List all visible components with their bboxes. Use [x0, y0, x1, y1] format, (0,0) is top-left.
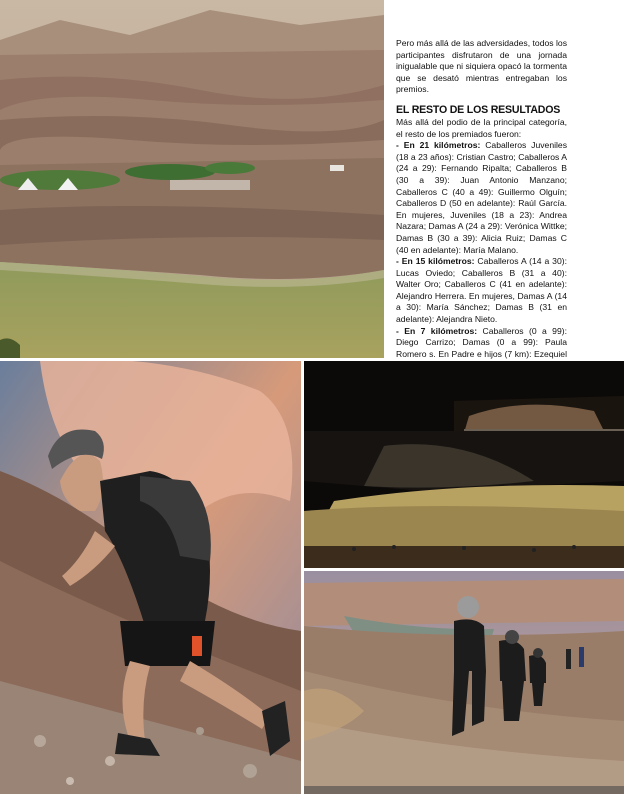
article-column [396, 38, 567, 372]
runner-hill-photo [0, 361, 301, 794]
results-intro: Más allá del podio de la principal categoría, el resto de los premiados fueron: [396, 116, 567, 139]
runners-group-photo [304, 571, 624, 794]
results-15km-lead: - En 15 kilómetros: [396, 256, 475, 267]
results-15km-text: Caballeros A (14 a 30): Lucas Oviedo; Caballeros B (31 a 40): Walter Oro; Caballeros C (41 en adelante): Alejandro Herrera. En mujeres, Damas A (14 a 30): María Sánchez; Damas B (31 en adelante): Alejandra Nieto. [396, 256, 567, 325]
results-21km-text: Caballeros Juveniles (18 a 23 años): Cristian Castro; Caballeros A (24 a 29): Fernando Ripalta; Caballeros B (30 a 39): Juan Antonio Manzano; Caballeros C (40 a 49): Guillermo Olguín; Caballeros D (50 en adelante): Raúl García. En mujeres, Juveniles (18 a 23): Andrea Nazara; Damas A (24 a 29): Verónica Wittke; Damas B (30 a 39): Alicia Ruiz; Damas C (40 en adelante): María Malano. [396, 140, 567, 255]
results-7km-lead: - En 7 kilómetros: [396, 325, 478, 336]
results-21km-lead: - En 21 kilómetros: [396, 140, 481, 151]
results-15km [396, 256, 567, 326]
results-21km [396, 140, 567, 256]
section-heading: EL RESTO DE LOS RESULTADOS [396, 103, 561, 116]
results-7km-text: Caballeros (0 a 99): Diego Carrizo; Damas (0 a 99): Paula Romero s. En Padre e hijos (7 km): Ezequiel [396, 325, 567, 359]
intro-paragraph: Pero más allá de las adversidades, todos los participantes disfrutaron de una jornada inigualable que ni siquiera opacó la tormenta que se desató mientras entregaban los premios. [396, 38, 567, 95]
night-event-photo [304, 361, 624, 568]
valley-lake-photo [0, 0, 384, 358]
